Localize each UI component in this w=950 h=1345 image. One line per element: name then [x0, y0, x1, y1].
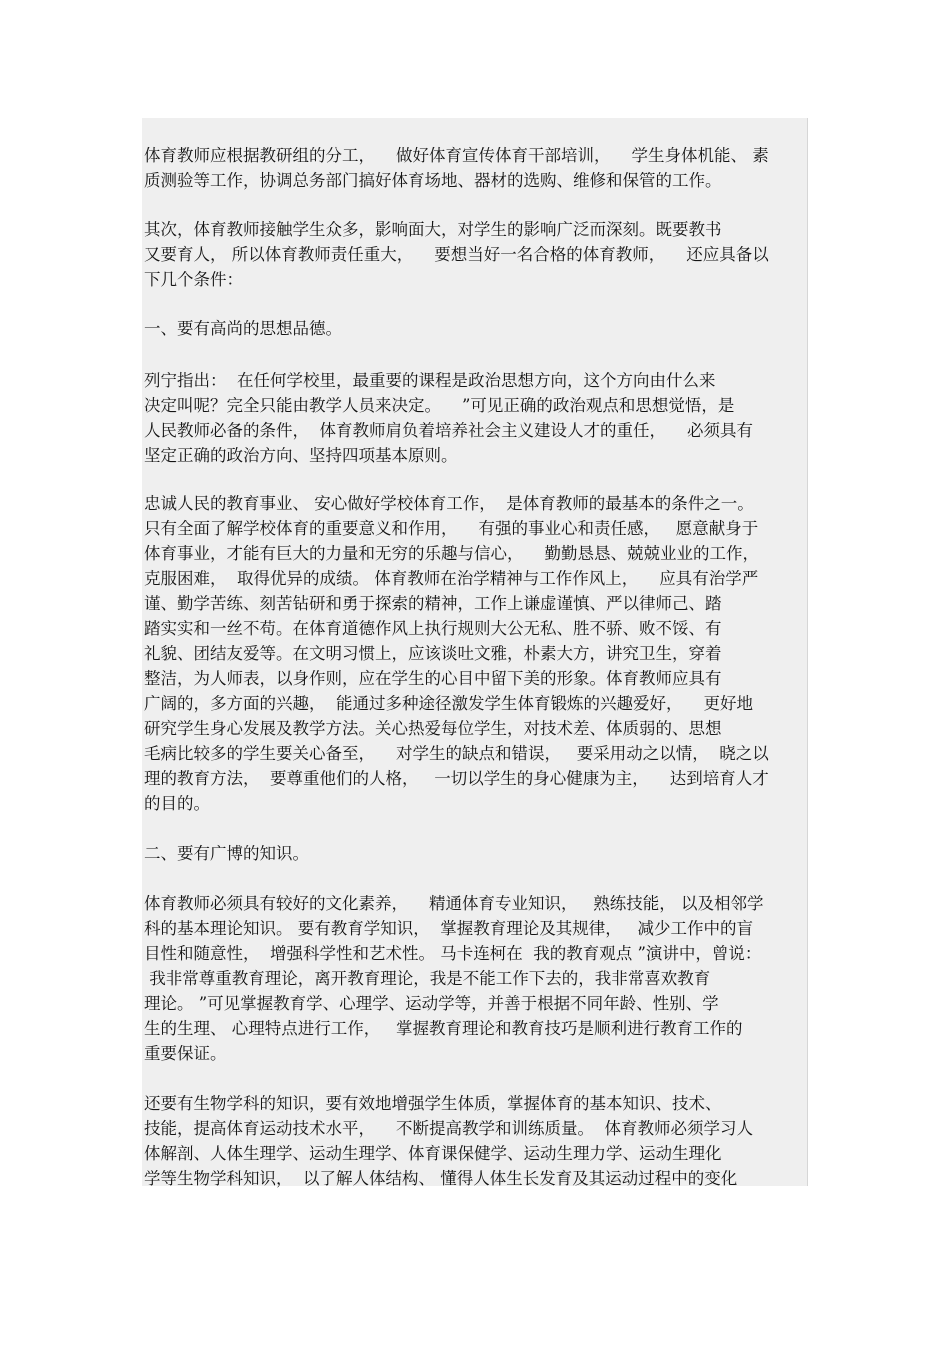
text-line: 研究学生身心发展及教学方法。关心热爱每位学生，对技术差、体质弱的、思想	[144, 719, 722, 738]
text-line: 又要育人， 所以体育教师责任重大， 要想当好一名合格的体育教师， 还应具备以	[144, 245, 769, 264]
section-heading-moral	[144, 316, 812, 341]
heading-line: 一、要有高尚的思想品德。	[144, 319, 342, 338]
text-line: 技能，提高体育运动技术水平， 不断提高教学和训练质量。 体育教师必须学习人	[144, 1119, 753, 1138]
paragraph-lenin-quote	[144, 368, 812, 468]
text-line: 生的生理、 心理特点进行工作， 掌握教育理论和教育技巧是顺利进行教育工作的	[144, 1019, 743, 1038]
text-line: 理的教育方法， 要尊重他们的人格， 一切以学生的身心健康为主， 达到培育人才	[144, 769, 769, 788]
heading-line: 二、要有广博的知识。	[144, 844, 309, 863]
text-line: 下几个条件：	[144, 270, 243, 289]
text-line: 人民教师必备的条件， 体育教师肩负着培养社会主义建设人才的重任， 必须具有	[144, 421, 753, 440]
text-line: 坚定正确的政治方向、坚持四项基本原则。	[144, 446, 458, 465]
text-line: 踏实实和一丝不苟。在体育道德作风上执行规则大公无私、胜不骄、败不馁、有	[144, 619, 722, 638]
text-line: 的目的。	[144, 794, 210, 813]
paragraph-knowledge	[144, 891, 812, 1066]
paragraph-intro-duties	[144, 143, 812, 193]
text-line: 整洁，为人师表，以身作则，应在学生的心目中留下美的形象。体育教师应具有	[144, 669, 722, 688]
text-line: 还要有生物学科的知识，要有效地增强学生体质，掌握体育的基本知识、技术、	[144, 1094, 722, 1113]
text-line: 其次，体育教师接触学生众多，影响面大，对学生的影响广泛而深刻。既要教书	[144, 220, 722, 239]
text-line: 体育教师必须具有较好的文化素养， 精通体育专业知识， 熟练技能， 以及相邻学	[144, 894, 764, 913]
text-line: 列宁指出： 在任何学校里，最重要的课程是政治思想方向，这个方向由什么来	[144, 371, 716, 390]
text-line: 质测验等工作，协调总务部门搞好体育场地、器材的选购、维修和保管的工作。	[144, 171, 722, 190]
text-line: 体解剖、人体生理学、运动生理学、体育课保健学、运动生理力学、运动生理化	[144, 1144, 722, 1163]
text-line: 克服困难， 取得优异的成绩。 体育教师在治学精神与工作作风上， 应具有治学严	[144, 569, 759, 588]
text-line: 决定叫呢？完全只能由教学人员来决定。 ”可见正确的政治观点和思想觉悟，是	[144, 396, 735, 415]
paragraph-biology	[144, 1091, 812, 1191]
text-line: 广阔的，多方面的兴趣， 能通过多种途径激发学生体育锻炼的兴趣爱好， 更好地	[144, 694, 753, 713]
text-line: 我非常尊重教育理论，离开教育理论，我是不能工作下去的，我非常喜欢教育	[144, 969, 711, 988]
text-line: 毛病比较多的学生要关心备至， 对学生的缺点和错误， 要采用动之以情， 晓之以	[144, 744, 769, 763]
section-heading-knowledge	[144, 841, 812, 866]
text-line: 重要保证。	[144, 1044, 227, 1063]
text-line: 谨、勤学苦练、刻苦钻研和勇于探索的精神，工作上谦虚谨慎、严以律师己、踏	[144, 594, 722, 613]
text-line: 体育教师应根据教研组的分工， 做好体育宣传体育干部培训， 学生身体机能、 素	[144, 146, 769, 165]
text-line: 理论。 ”可见掌握教育学、心理学、运动学等，并善于根据不同年龄、性别、学	[144, 994, 719, 1013]
text-line: 目性和随意性， 增强科学性和艺术性。 马卡连柯在 我的教育观点 ”演讲中，曾说：	[144, 944, 762, 963]
text-line: 只有全面了解学校体育的重要意义和作用， 有强的事业心和责任感， 愿意献身于	[144, 519, 759, 538]
text-line: 体育事业，才能有巨大的力量和无穷的乐趣与信心， 勤勤恳恳、兢兢业业的工作，	[144, 544, 759, 563]
text-line: 忠诚人民的教育事业、 安心做好学校体育工作， 是体育教师的最基本的条件之一。	[144, 494, 754, 513]
text-line: 礼貌、团结友爱等。在文明习惯上，应该谈吐文雅，朴素大方，讲究卫生，穿着	[144, 644, 722, 663]
text-line: 科的基本理论知识。 要有教育学知识， 掌握教育理论及其规律， 减少工作中的盲	[144, 919, 753, 938]
paragraph-loyalty	[144, 491, 812, 816]
paragraph-responsibility	[144, 217, 812, 292]
text-line: 学等生物学科知识， 以了解人体结构、 懂得人体生长发育及其运动过程中的变化	[144, 1169, 738, 1188]
